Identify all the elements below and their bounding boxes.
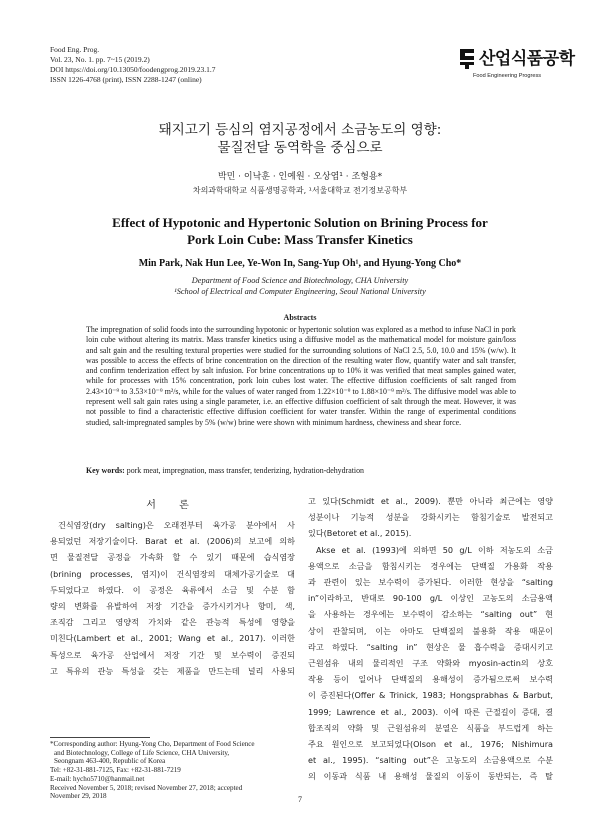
footnote-line: Tel: +82-31-881-7125, Fax: +82-31-881-7219 xyxy=(50,766,181,775)
right-column-line: 을 사용하는 경우에는 보수력이 감소하는 “salting out” 현 xyxy=(308,609,553,620)
keywords-label: Key words: xyxy=(86,466,125,475)
korean-authors: 박민 · 이낙훈 · 인예원 · 오상엽¹ · 조형용* xyxy=(217,172,383,182)
right-column-line: 있다(Betoret et al., 2015). xyxy=(308,528,412,539)
right-column-line: 고 있다(Schmidt et al., 2009). 뿐만 아니라 최근에는 영양 xyxy=(308,496,553,506)
logo-title: 산업식품공학 xyxy=(479,49,575,69)
left-column-line: 두되었다고 하였다. 이 공정은 육류에서 소금 및 수분 함 xyxy=(50,584,295,595)
journal-name: Food Eng. Prog. xyxy=(50,45,100,54)
left-column xyxy=(50,517,295,679)
abstract-text: The impregnation of solid foods into the surrounding hypotonic or hypertonic solution was explored as a method to infuse NaCl in pork loin cube without altering its matrix. Mass transfer kinetics using a diffusive model as the mathematical model for moisture gain/loss and salt gain and the resulting textural properties were studied for the surrounding solutions of NaCl 2.5, 5.0, 10.0 and 15% (w/w). It was possible to access the effects of brine concentration on the direction of the resulting water flow, quantify water and salt transfer, and confirm tenderization effect by salt infusion. For brine concentrations up to 10% it was verified that meat samples gained water, while for processes with 15% concentration, pork loin cubes lost water. The effective diffusion coefficients of salt ranged from 2.43×10⁻⁹ to 3.53×10⁻⁹ m²/s, while for the values of water ranged from 1.22×10⁻⁹ to 1.88×10⁻⁹ m²/s. The diffusive model was able to represent well salt gain rates using a single parameter, i.e. an effective diffusion coefficient of salt through the meat. However, it was not possible to find a characteristic effective diffusion coefficient for water transfer. Within the range of experimental conditions studied, salt-impregnated samples by 5% (w/w) brine were shown with minimum hardness, chewiness and shear force. xyxy=(86,325,516,427)
korean-title xyxy=(0,121,600,157)
left-column-line: 특성으로 육가공 산업에서 저장 기간 및 보수력이 증진되 xyxy=(50,649,295,660)
keywords-text: pork meat, impregnation, mass transfer, tenderizing, hydration-dehydration xyxy=(124,466,364,475)
journal-issn: ISSN 1226-4768 (print), ISSN 2288-1247 (online) xyxy=(50,75,202,84)
footnote-divider xyxy=(50,737,150,738)
journal-header xyxy=(50,45,215,85)
english-authors: Min Park, Nak Hun Lee, Ye-Won In, Sang-Yup Oh¹, and Hyung-Yong Cho* xyxy=(138,258,462,269)
corresponding-author-footnote xyxy=(50,740,300,801)
left-column-line: 고 특유의 관능 특성을 갖는 제품을 만드는데 널리 사용되 xyxy=(50,665,295,676)
right-column-line: 과 관련이 있는 보수력이 증가된다. 이러한 현상을 “salting xyxy=(308,577,553,588)
right-column-line: 상이 관찰되며, 이는 아마도 단백질의 불용화 작용 때문이 xyxy=(308,625,553,636)
korean-title-line1: 돼지고기 등심의 염지공정에서 소금농도의 영향: xyxy=(158,122,442,138)
footnote-line: and Biotechnology, College of Life Science, CHA University, xyxy=(54,748,230,757)
left-column-line: 조직감 그리고 영양적 가치와 같은 관능적 특성에 영향을 xyxy=(50,617,295,628)
right-column-line: in”이라하고, 반대로 90-100 g/L 이상인 고농도의 소금용액 xyxy=(308,593,553,604)
page-number: 7 xyxy=(298,795,302,804)
right-column-line: et al., 1995). “salting out”은 고농도의 소금용액으로 수분 xyxy=(308,755,553,766)
right-column-line: 성분이나 기능적 성분을 강화시키는 함침기술로 발전되고 xyxy=(308,512,553,523)
right-column-line: 근원섬유 내의 물리적인 구조 약화와 myosin-actin의 상호 xyxy=(308,658,553,669)
left-column-line: 면 물질전달 공정을 가속화 할 수 있기 때문에 습식염장 xyxy=(50,552,295,563)
left-column-line: (brining processes, 염지)이 건식염장의 대체가공기술로 대 xyxy=(50,568,295,579)
journal-volume: Vol. 23, No. 1. pp. 7~15 (2019.2) xyxy=(50,55,150,64)
keywords xyxy=(86,466,516,475)
right-column xyxy=(308,493,553,785)
right-column-line: 작용 등이 일어나 단백질의 용해성이 증가됨으로써 보수력 xyxy=(308,674,553,685)
left-column-line: 건식염장(dry salting)은 오래전부터 육가공 분야에서 사 xyxy=(58,520,295,530)
right-column-line: 주요 원인으로 보고되었다(Olson et al., 1976; Nishimura xyxy=(308,739,553,750)
english-title-line1: Effect of Hypotonic and Hypertonic Solution on Brining Process for xyxy=(112,215,488,230)
left-column-line: 미친다(Lambert et al., 2001; Wang et al., 2017). 이러한 xyxy=(50,633,295,644)
english-affiliation-line2: ¹School of Electrical and Computer Engineering, Seoul National University xyxy=(174,287,426,296)
footnote-line: E-mail: hycho5710@hanmail.net xyxy=(50,774,145,783)
english-affiliation-line1: Department of Food Science and Biotechnology, CHA University xyxy=(191,276,409,285)
korean-affiliation: 차의과학대학교 식품생명공학과, ¹서울대학교 전기정보공학부 xyxy=(192,186,408,195)
journal-doi: DOI https://doi.org/10.13050/foodengprog.2019.23.1.7 xyxy=(50,65,216,74)
left-column-line: 량의 변화를 유발하여 저장 기간을 증가시키거나 향미, 색, xyxy=(50,601,295,612)
right-column-line: 1999; Lawrence et al., 2003). 이에 따른 근절길이 증대, 결 xyxy=(308,706,553,717)
english-title-line2: Pork Loin Cube: Mass Transfer Kinetics xyxy=(187,232,413,247)
right-column-line: Akse et al. (1993)에 의하면 50 g/L 이하 저농도의 소금 xyxy=(316,544,553,555)
right-column-line: 의 이동과 식품 내 용해성 물질의 이동이 동반되는, 즉 탈 xyxy=(308,771,553,782)
logo-subtitle: Food Engineering Progress xyxy=(473,73,542,79)
abstract-heading: Abstracts xyxy=(283,313,317,322)
english-affiliation xyxy=(0,275,600,297)
right-column-line: 용액으로 소금을 함침시키는 경우에는 단백질 가용화 작용 xyxy=(308,560,553,571)
journal-logo xyxy=(457,45,575,85)
right-column-line: 이 증진된다(Offer & Trinick, 1983; Hongsprabhas & Barbut, xyxy=(308,690,553,701)
korean-title-line2: 물질전달 동역학을 중심으로 xyxy=(217,140,383,156)
right-column-line: 라고 하였다. “salting in” 현상은 물 흡수력을 증대시키고 xyxy=(308,641,553,652)
english-title xyxy=(0,214,600,248)
section-heading-introduction: 서 론 xyxy=(146,500,199,511)
footnote-line: November 29, 2018 xyxy=(50,792,107,801)
left-column-line: 용되었던 저장기술이다. Barat et al. (2006)의 보고에 의하 xyxy=(50,536,295,547)
footnote-line: Received November 5, 2018; revised November 27, 2018; accepted xyxy=(50,783,243,792)
right-column-line: 합조직의 약화 및 근원섬유의 분열은 식품을 부드럽게 하는 xyxy=(308,722,553,733)
footnote-line: Seongnam 463-400, Republic of Korea xyxy=(54,757,166,766)
logo-mark-icon xyxy=(457,47,477,69)
footnote-line: *Corresponding author: Hyung-Yong Cho, Department of Food Science xyxy=(50,740,255,748)
